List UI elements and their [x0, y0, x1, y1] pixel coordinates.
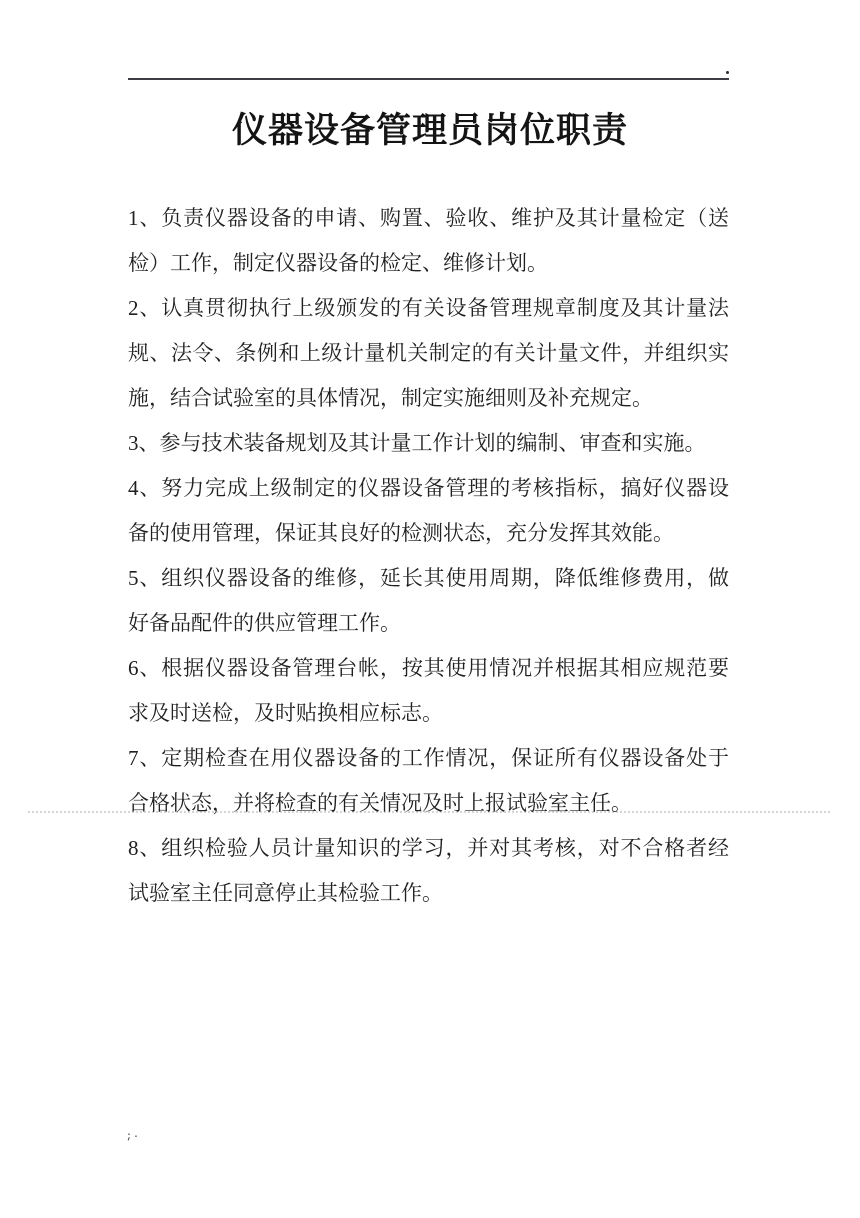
paragraph-5	[128, 556, 729, 646]
paragraph-7	[128, 736, 729, 826]
paragraph-line: 好备品配件的供应管理工作。	[128, 611, 401, 635]
paragraph-line: 7、定期检查在用仪器设备的工作情况，保证所有仪器设备处于	[128, 746, 729, 770]
paragraph-line: 施，结合试验室的具体情况，制定实施细则及补充规定。	[128, 386, 653, 410]
paragraph-line: 8、组织检验人员计量知识的学习，并对其考核，对不合格者经	[128, 836, 729, 860]
paragraph-line: 5、组织仪器设备的维修，延长其使用周期，降低维修费用，做	[128, 566, 729, 590]
paragraph-line: 检）工作，制定仪器设备的检定、维修计划。	[128, 251, 548, 275]
paragraph-line: 6、根据仪器设备管理台帐，按其使用情况并根据其相应规范要	[128, 656, 729, 680]
paragraph-3	[128, 421, 729, 466]
header-dot-mark	[726, 71, 729, 74]
document-body	[128, 196, 729, 916]
paragraph-line: 2、认真贯彻执行上级颁发的有关设备管理规章制度及其计量法	[128, 296, 729, 320]
paragraph-line: 试验室主任同意停止其检验工作。	[128, 881, 443, 905]
paragraph-line: 规、法令、条例和上级计量机关制定的有关计量文件，并组织实	[128, 341, 729, 365]
header-rule	[128, 78, 729, 80]
paragraph-line: 4、努力完成上级制定的仪器设备管理的考核指标，搞好仪器设	[128, 476, 729, 500]
paragraph-4	[128, 466, 729, 556]
paragraph-line: 1、负责仪器设备的申请、购置、验收、维护及其计量检定（送	[128, 206, 729, 230]
paragraph-line: 备的使用管理，保证其良好的检测状态，充分发挥其效能。	[128, 521, 674, 545]
paragraph-line: 3、参与技术装备规划及其计量工作计划的编制、审查和实施。	[128, 431, 706, 455]
paragraph-line: 合格状态，并将检查的有关情况及时上报试验室主任。	[128, 791, 632, 815]
page-title: 仪器设备管理员岗位职责	[231, 111, 628, 150]
paragraph-8	[128, 826, 729, 916]
paragraph-line: 求及时送检，及时贴换相应标志。	[128, 701, 443, 725]
footer-mark: ;·	[126, 1132, 141, 1143]
paragraph-6	[128, 646, 729, 736]
paragraph-1	[128, 196, 729, 286]
paragraph-2	[128, 286, 729, 421]
